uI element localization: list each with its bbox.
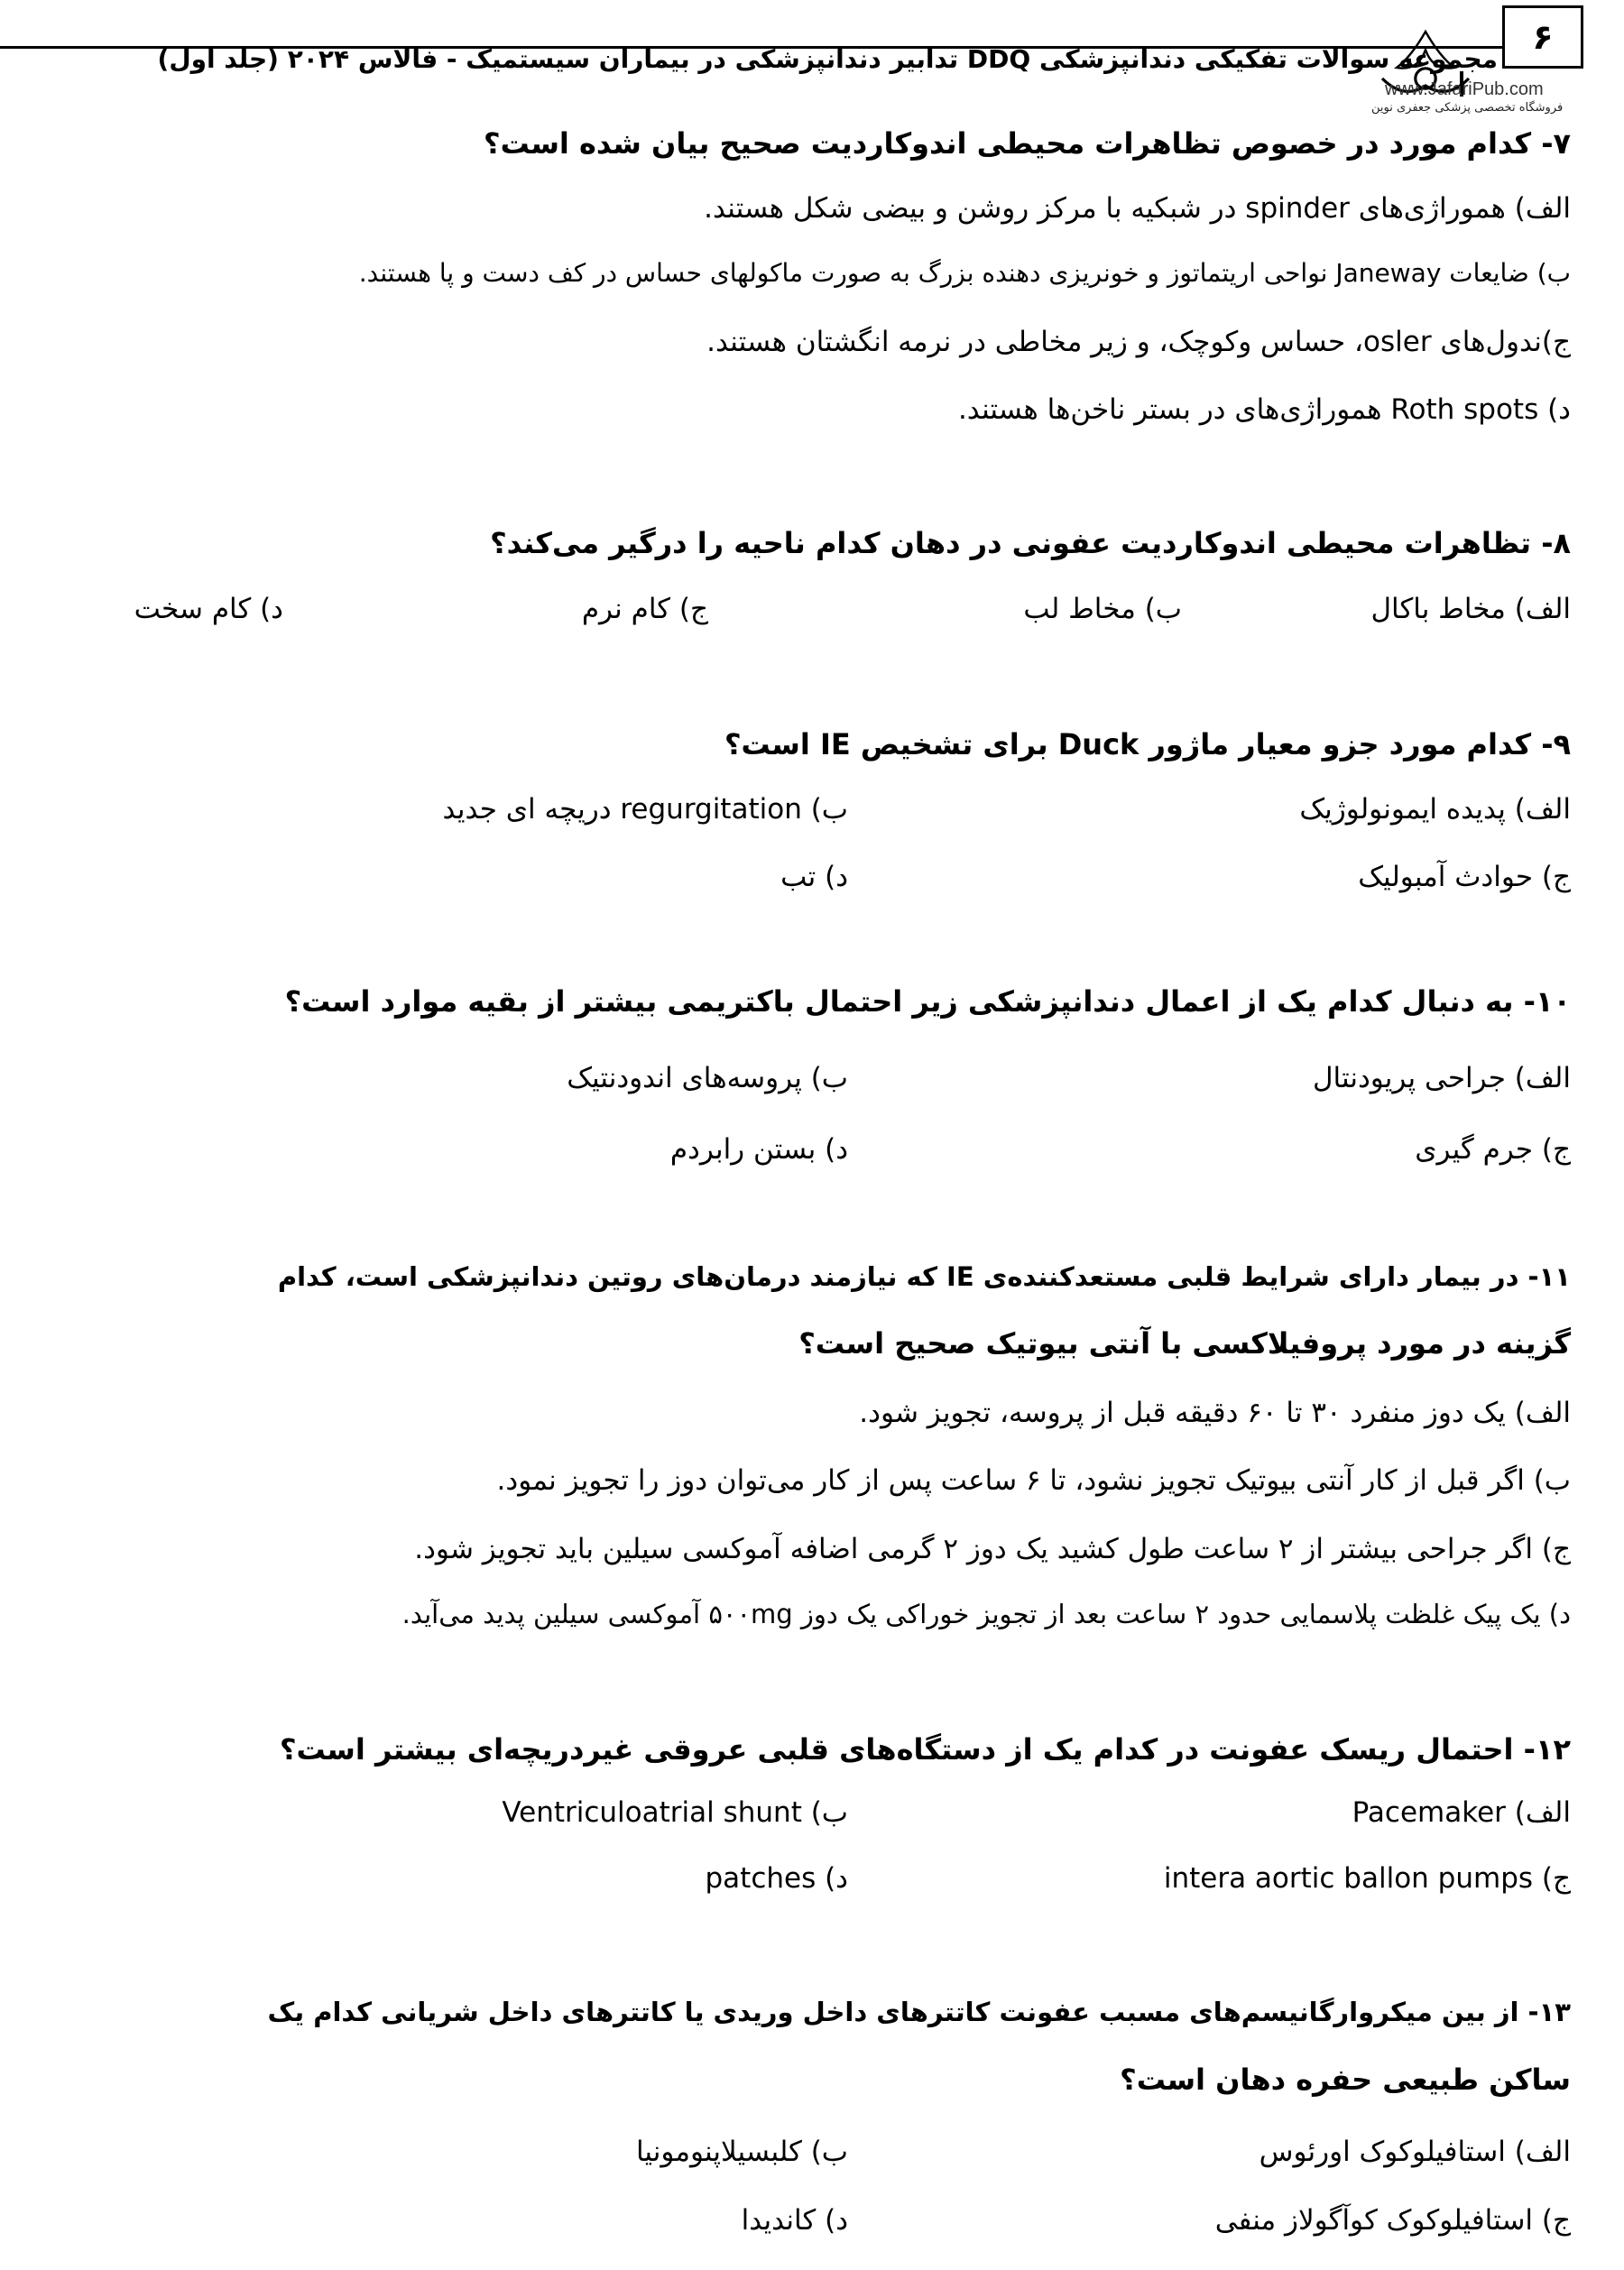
question-10-option-a: الف) جراحی پریودنتال (1313, 1062, 1571, 1094)
question-13-option-a: الف) استافیلوکوک اورئوس (1259, 2136, 1571, 2168)
question-7-option-a: الف) هموراژی‌های spinder در شبکیه با مرکز روشن و بیضی شکل هستند. (704, 192, 1571, 225)
publisher-subtitle: فروشگاه تخصصی پزشکی جعفری نوین (1371, 101, 1564, 115)
running-header-title: مجموعه سوالات تفکیکی دندانپزشکی DDQ تدابیر دندانپزشکی در بیماران سیستمیک - فالاس ۲۰۲۴ (جلد اول) (157, 44, 1498, 74)
question-13-option-b: ب) کلبسیلاپنومونیا (635, 2136, 848, 2168)
question-10-title: ۱۰- به دنبال کدام یک از اعمال دندانپزشکی زیر احتمال باکتریمی بیشتر از بقیه موارد است؟ (284, 984, 1571, 1019)
question-10-option-b: ب) پروسه‌های اندودنتیک (567, 1062, 848, 1094)
question-11-option-a: الف) یک دوز منفرد ۳۰ تا ۶۰ دقیقه قبل از پروسه، تجویز شود. (859, 1397, 1571, 1429)
question-8-option-b: ب) مخاط لب (1023, 593, 1182, 625)
question-13-option-c: ج) استافیلوکوک کوآگولاز منفی (1214, 2204, 1571, 2237)
question-9-option-d: د) تب (780, 861, 848, 893)
question-12-option-b: ب) Ventriculoatrial shunt (502, 1796, 848, 1829)
question-13-title-line-1: ۱۳- از بین میکروارگانیسم‌های مسبب عفونت کاتترهای داخل وریدی یا کاتترهای داخل شریانی کدام یک (267, 1997, 1571, 2027)
question-8-option-d: د) کام سخت (134, 593, 283, 625)
question-11-option-d: د) یک پیک غلظت پلاسمایی حدود ۲ ساعت بعد از تجویز خوراکی یک دوز ۵۰۰mg آموکسی سیلین پدید می‌آید. (401, 1599, 1571, 1629)
question-9-option-a: الف) پدیده ایمونولوژیک (1299, 793, 1571, 826)
question-8-title: ۸- تظاهرات محیطی اندوکاردیت عفونی در دهان کدام ناحیه را درگیر می‌کند؟ (490, 526, 1571, 560)
question-8-option-c: ج) کام نرم (581, 593, 708, 625)
question-9-title: ۹- کدام مورد جزو معیار ماژور Duck برای تشخیص IE است؟ (724, 727, 1571, 761)
publisher-url: www.JafariPub.com (1385, 79, 1544, 99)
question-10-option-c: ج) جرم گیری (1415, 1133, 1571, 1166)
question-7-option-b: ب) ضایعات Janeway نواحی اریتماتوز و خونریزی دهنده بزرگ به صورت ماکولهای حساس در کف دست و پا هستند. (358, 258, 1571, 288)
question-11-title-line-1: ۱۱- در بیمار دارای شرایط قلبی مستعدکننده‌ی IE که نیازمند درمان‌های روتین دندانپزشکی است، کدام (277, 1261, 1571, 1292)
question-12-option-c: ج) intera aortic ballon pumps (1163, 1862, 1571, 1895)
question-13-title-line-2: ساکن طبیعی حفره دهان است؟ (1120, 2062, 1571, 2097)
question-7-option-c: ج)ندول‌های osler، حساس وکوچک، و زیر مخاطی در نرمه انگشتان هستند. (706, 326, 1571, 358)
question-12-option-d: د) patches (705, 1862, 848, 1895)
question-8-option-a: الف) مخاط باکال (1370, 593, 1571, 625)
question-12-title: ۱۲- احتمال ریسک عفونت در کدام یک از دستگاه‌های قلبی عروقی غیردریچه‌ای بیشتر است؟ (279, 1732, 1571, 1767)
question-11-option-b: ب) اگر قبل از کار آنتی بیوتیک تجویز نشود، تا ۶ ساعت پس از کار می‌توان دوز را تجویز نمود. (496, 1464, 1571, 1497)
question-7-option-d: د) Roth spots هموراژی‌های در بستر ناخن‌ها هستند. (957, 393, 1571, 426)
page-number: ۶ (1502, 5, 1583, 69)
question-12-option-a: الف) Pacemaker (1352, 1796, 1571, 1829)
question-7-title: ۷- کدام مورد در خصوص تظاهرات محیطی اندوکاردیت صحیح بیان شده است؟ (484, 126, 1571, 161)
question-9-option-c: ج) حوادث آمبولیک (1358, 861, 1571, 893)
question-9-option-b: ب) regurgitation دریچه ای جدید (442, 793, 848, 826)
question-11-option-c: ج) اگر جراحی بیشتر از ۲ ساعت طول کشید یک دوز ۲ گرمی اضافه آموکسی سیلین باید تجویز شود. (414, 1533, 1571, 1565)
question-13-option-d: د) کاندیدا (741, 2204, 848, 2237)
question-10-option-d: د) بستن رابردم (669, 1133, 848, 1166)
question-11-title-line-2: گزینه در مورد پروفیلاکسی با آنتی بیوتیک صحیح است؟ (798, 1326, 1571, 1361)
